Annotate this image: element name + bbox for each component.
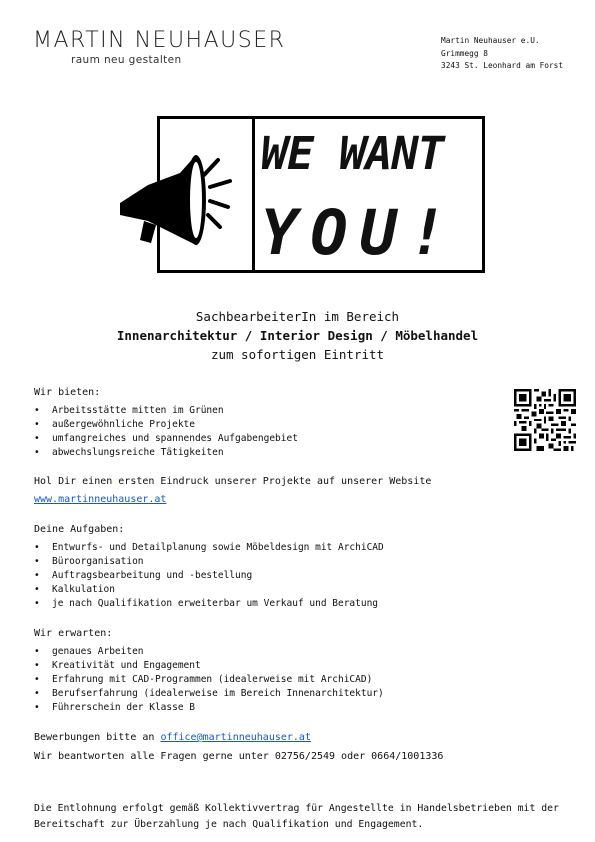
- list-item: • Führerschein der Klasse B: [34, 701, 384, 715]
- offer-heading: Wir bieten:: [34, 387, 101, 398]
- job-title-line-3: zum sofortigen Eintritt: [210, 347, 385, 362]
- list-item: • Kreativität und Engagement: [34, 659, 384, 673]
- website-intro: Hol Dir einen ersten Eindruck unserer Projekte auf unserer Website: [34, 476, 432, 487]
- expect-list: [34, 645, 384, 715]
- qr-code: [514, 389, 576, 451]
- company-logo: MARTIN NEUHAUSER: [33, 28, 286, 53]
- list-item: • Entwurfs- und Detailplanung sowie Möbeldesign mit ArchiCAD: [34, 541, 384, 555]
- job-title-line-2: Innenarchitektur / Interior Design / Möbelhandel: [116, 328, 479, 343]
- email-link[interactable]: office@martinneuhauser.at: [160, 732, 311, 743]
- list-item: • Berufserfahrung (idealerweise im Bereich Innenarchitektur): [34, 687, 384, 701]
- website-link[interactable]: www.martinneuhauser.at: [34, 494, 167, 505]
- list-item: • je nach Qualifikation erweiterbar um Verkauf und Beratung: [34, 597, 384, 611]
- list-item: • abwechslungsreiche Tätigkeiten: [34, 446, 298, 460]
- tasks-heading: Deine Aufgaben:: [34, 524, 125, 535]
- job-title-line-1: SachbearbeiterIn im Bereich: [195, 309, 400, 324]
- list-item: • Erfahrung mit CAD-Programmen (idealerweise mit ArchiCAD): [34, 673, 384, 687]
- address-line: Grimmegg 8: [441, 48, 488, 58]
- list-item: • Büroorganisation: [34, 555, 384, 569]
- list-item: • Arbeitsstätte mitten im Grünen: [34, 404, 298, 418]
- list-item: • außergewöhnliche Projekte: [34, 418, 298, 432]
- banner-divider: [252, 116, 255, 273]
- salary-note: Die Entlohnung erfolgt gemäß Kollektivvertrag für Angestellte in Handelsbetrieben mit der Bereitschaft zur Überzahlung je nach Qualifikation und Engagement.: [34, 803, 559, 830]
- phone-line: Wir beantworten alle Fragen gerne unter 02756/2549 oder 0664/1001336: [34, 751, 444, 762]
- company-address: [441, 35, 563, 73]
- banner-headline-1: WE WANT: [261, 127, 444, 180]
- expect-heading: Wir erwarten:: [34, 628, 113, 639]
- company-tagline: raum neu gestalten: [71, 54, 182, 66]
- apply-prefix: Bewerbungen bitte an: [34, 732, 155, 743]
- list-item: • genaues Arbeiten: [34, 645, 384, 659]
- tasks-list: [34, 541, 384, 611]
- offer-list: [34, 404, 298, 460]
- banner-headline-2: YOU!: [261, 196, 459, 269]
- list-item: • Auftragsbearbeitung und -bestellung: [34, 569, 384, 583]
- we-want-you-banner: [157, 116, 485, 273]
- apply-line: [34, 732, 311, 743]
- address-line: Martin Neuhauser e.U.: [441, 36, 540, 45]
- list-item: • umfangreiches und spannendes Aufgabengebiet: [34, 432, 298, 446]
- address-line: 3243 St. Leonhard am Forst: [441, 61, 564, 70]
- list-item: • Kalkulation: [34, 583, 384, 597]
